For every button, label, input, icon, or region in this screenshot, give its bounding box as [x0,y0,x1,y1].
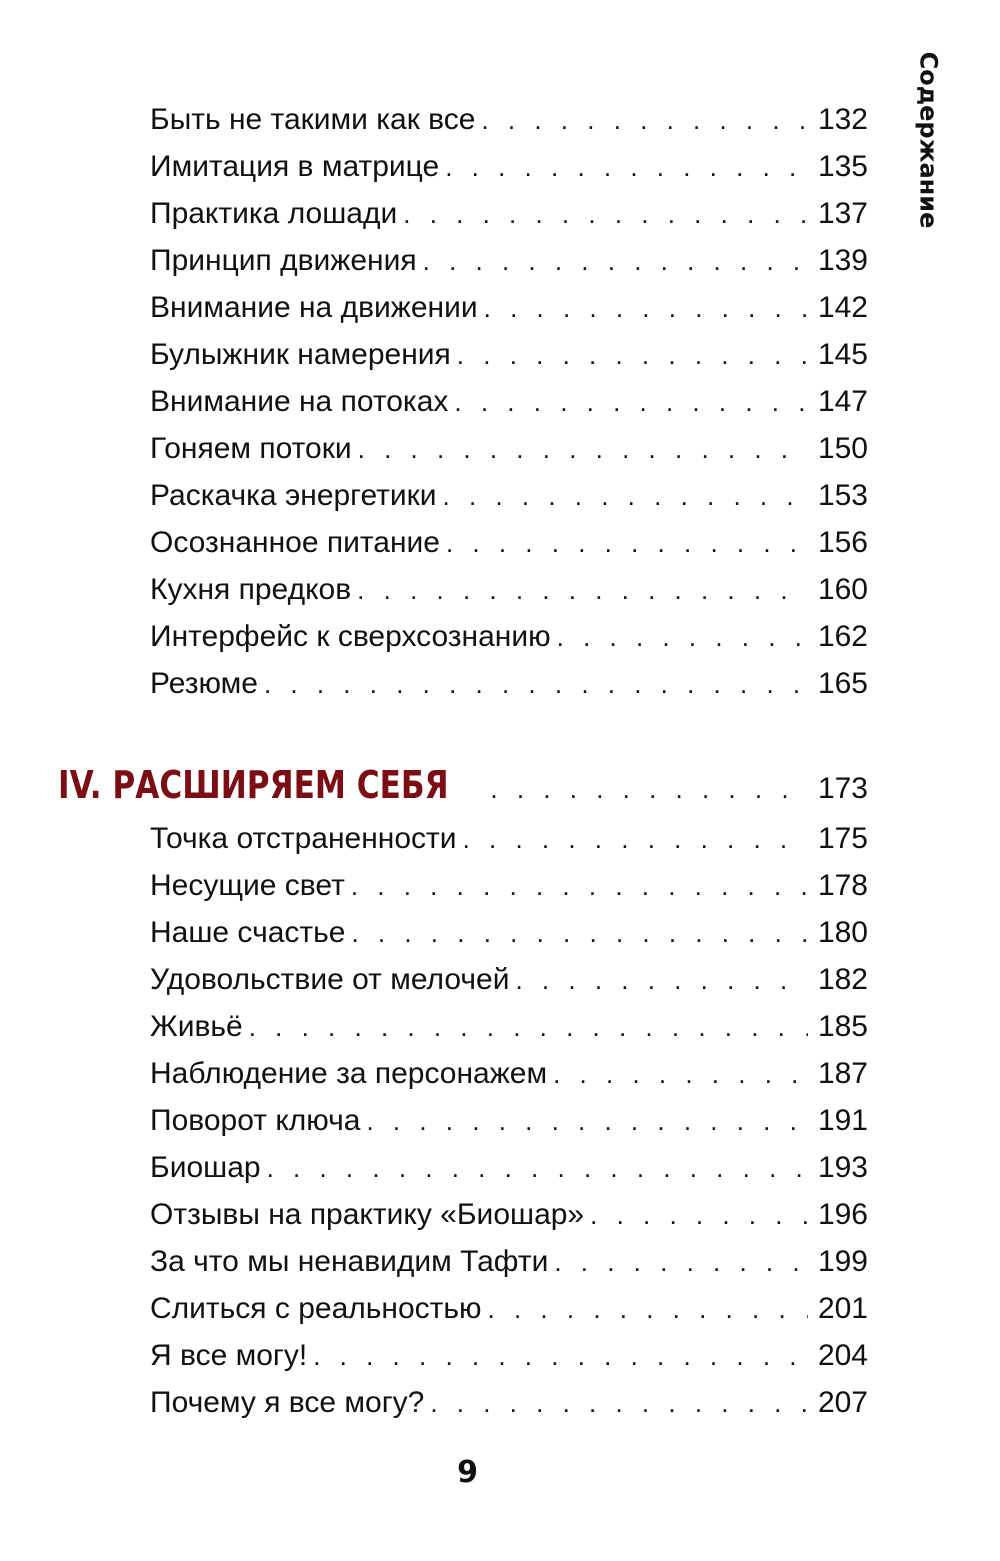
dot-leader [403,191,808,238]
toc-entry-page: 160 [817,573,868,606]
toc-entry-page: 135 [817,150,868,183]
toc-entry-title: Биошар [150,1151,261,1184]
toc-entry-page: 147 [817,385,868,418]
toc-entry[interactable] [150,613,868,660]
toc-entry[interactable] [150,284,868,331]
page-number: 9 [457,1455,478,1490]
toc-group-a [150,96,868,707]
dot-leader [454,379,808,426]
toc-entry-page: 207 [817,1386,868,1419]
dot-leader [366,1098,808,1145]
toc-entry-title: Раскачка энергетики [150,479,437,512]
toc-entry[interactable] [150,1050,868,1097]
toc-entry[interactable] [150,519,868,566]
toc-entry-page: 193 [817,1151,868,1184]
dot-leader [267,1145,808,1192]
toc-entry-title: Имитация в матрице [150,150,440,183]
toc-entry[interactable] [150,815,868,862]
toc-entry[interactable] [150,143,868,190]
toc-entry-page: 178 [817,869,868,902]
toc-entry[interactable] [150,1097,868,1144]
dot-leader [313,1333,808,1380]
toc-entry[interactable] [150,425,868,472]
table-of-contents [58,96,868,1426]
dot-leader [515,957,808,1004]
toc-entry[interactable] [150,1379,868,1426]
toc-entry[interactable] [150,331,868,378]
running-head-text: Содержание [914,51,943,229]
toc-entry-title: Удовольствие от мелочей [150,963,510,996]
toc-entry-page: 204 [817,1339,868,1372]
toc-entry[interactable] [150,1285,868,1332]
toc-entry[interactable] [150,190,868,237]
dot-leader [430,1380,808,1427]
dot-leader [358,426,808,473]
dot-leader [490,759,808,819]
toc-entry-page: 182 [817,963,868,996]
toc-entry-page: 175 [817,822,868,855]
toc-entry[interactable] [150,660,868,707]
section-heading-title: IV. РАСШИРЯЕМ СЕБЯ [58,763,449,807]
toc-entry[interactable] [150,378,868,425]
toc-entry-page: 145 [817,338,868,371]
toc-entry-title: Осознанное питание [150,526,440,559]
toc-entry-page: 162 [817,620,868,653]
section-heading-page: 173 [817,772,868,805]
dot-leader [457,332,808,379]
toc-entry-page: 139 [817,244,868,277]
toc-entry-title: Внимание на движении [150,291,478,324]
toc-entry-title: Практика лошади [150,197,398,230]
toc-entry[interactable] [150,862,868,909]
toc-entry-title: Наше счастье [150,916,346,949]
toc-entry-page: 191 [817,1104,868,1137]
toc-entry-title: За что мы ненавидим Тафти [150,1245,549,1278]
toc-entry-page: 185 [817,1010,868,1043]
dot-leader [484,285,808,332]
section-heading[interactable] [58,755,868,815]
toc-entry-title: Поворот ключа [150,1104,361,1137]
dot-leader [446,520,808,567]
dot-leader [481,97,808,144]
dot-leader [553,1051,808,1098]
toc-entry[interactable] [150,237,868,284]
toc-entry-page: 142 [817,291,868,324]
dot-leader [357,567,808,614]
toc-entry[interactable] [150,566,868,613]
toc-entry-title: Резюме [150,667,258,700]
toc-entry[interactable] [150,956,868,1003]
toc-entry-title: Гоняем потоки [150,432,352,465]
toc-entry-title: Наблюдение за персонажем [150,1057,548,1090]
toc-entry[interactable] [150,909,868,956]
dot-leader [249,1004,808,1051]
toc-entry-title: Принцип движения [150,244,417,277]
toc-entry-title: Слиться с реальностью [150,1292,482,1325]
toc-entry-page: 180 [817,916,868,949]
running-head [888,40,968,240]
toc-entry-title: Кухня предков [150,573,352,606]
toc-entry-page: 137 [817,197,868,230]
toc-entry-page: 187 [817,1057,868,1090]
toc-entry[interactable] [150,1003,868,1050]
toc-entry-page: 165 [817,667,868,700]
toc-entry[interactable] [150,472,868,519]
toc-entry[interactable] [150,1191,868,1238]
toc-group-b [150,815,868,1426]
dot-leader [557,614,808,661]
dot-leader [264,661,808,708]
toc-entry-page: 132 [817,103,868,136]
toc-entry-title: Булыжник намерения [150,338,451,371]
dot-leader [590,1192,808,1239]
dot-leader [488,1286,808,1333]
dot-leader [443,473,808,520]
toc-entry-title: Точка отстраненности [150,822,457,855]
toc-entry[interactable] [150,1144,868,1191]
toc-entry-title: Быть не такими как все [150,103,476,136]
toc-entry[interactable] [150,1238,868,1285]
toc-entry-title: Интерфейс к сверхсознанию [150,620,551,653]
dot-leader [463,816,808,863]
toc-entry-title: Живьё [150,1010,243,1043]
toc-entry[interactable] [150,1332,868,1379]
toc-entry-page: 199 [817,1245,868,1278]
dot-leader [351,863,808,910]
dot-leader [423,238,808,285]
toc-entry-page: 150 [817,432,868,465]
section-gap [150,707,868,755]
toc-entry-title: Внимание на потоках [150,385,449,418]
toc-entry-page: 153 [817,479,868,512]
toc-entry-page: 156 [817,526,868,559]
dot-leader [554,1239,808,1286]
toc-entry-page: 196 [817,1198,868,1231]
toc-entry-page: 201 [817,1292,868,1325]
toc-entry-title: Несущие свет [150,869,345,902]
dot-leader [445,144,808,191]
toc-entry-title: Почему я все могу? [150,1386,425,1419]
toc-entry[interactable] [150,96,868,143]
toc-entry-title: Отзывы на практику «Биошар» [150,1198,585,1231]
dot-leader [351,910,808,957]
toc-entry-title: Я все могу! [150,1339,308,1372]
